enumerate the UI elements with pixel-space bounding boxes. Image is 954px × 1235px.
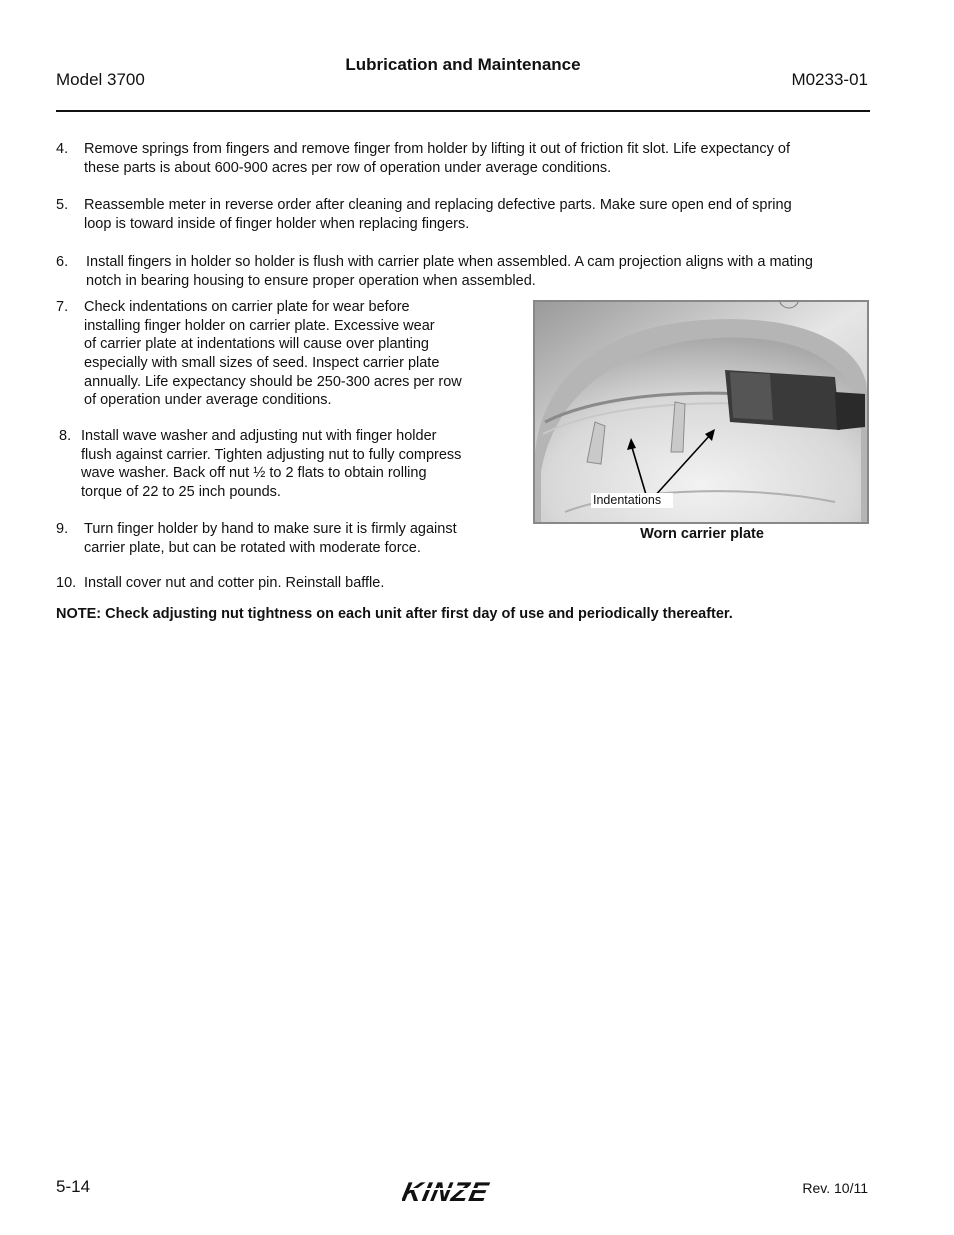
step-number: 8. (59, 428, 72, 444)
step-line: installing finger holder on carrier plate. Excessive wear (84, 318, 435, 334)
step-line: these parts is about 600-900 acres per row of operation under average conditions. (84, 160, 612, 176)
kinze-logo-mark (402, 1176, 524, 1206)
step-line: Turn finger holder by hand to make sure it is firmly against (84, 521, 457, 537)
step-line: of operation under average conditions. (84, 392, 332, 408)
step-line: wave washer. Back off nut ½ to 2 flats to obtain rolling (81, 465, 427, 481)
header-section-title: Lubrication and Maintenance (345, 55, 581, 74)
page-number: 5-14 (56, 1177, 91, 1196)
step-9 (56, 520, 516, 560)
step-line: Remove springs from fingers and remove finger from holder by lifting it out of friction fit slot. Life expectancy of (84, 141, 790, 157)
step-4 (56, 140, 876, 180)
svg-text:KINZE: KINZE (402, 1176, 492, 1206)
step-number: 7. (56, 299, 69, 315)
step-5 (56, 196, 876, 236)
step-line: Install wave washer and adjusting nut with finger holder (81, 428, 437, 444)
step-line: Reassemble meter in reverse order after cleaning and replacing defective parts. Make sure open end of spring (84, 197, 792, 213)
step-number: 6. (56, 254, 69, 270)
step-7 (56, 298, 516, 413)
step-line: annually. Life expectancy should be 250-300 acres per row (84, 374, 462, 390)
step-line: notch in bearing housing to ensure proper operation when assembled. (86, 273, 536, 289)
step-number: 4. (56, 141, 69, 157)
header-doc-number: M0233-01 (791, 70, 868, 89)
kinze-logo (402, 1176, 524, 1206)
step-6 (56, 253, 886, 293)
step-number: 10. (56, 575, 77, 591)
step-line: flush against carrier. Tighten adjusting nut to fully compress (81, 447, 462, 463)
revision-label: Rev. 10/11 (802, 1180, 868, 1196)
indentations-callout: Indentations (593, 493, 662, 507)
header-rule (56, 110, 870, 112)
step-number: 5. (56, 197, 69, 213)
step-line: Install fingers in holder so holder is flush with carrier plate when assembled. A cam projection aligns with a mating (86, 254, 813, 270)
step-number: 9. (56, 521, 69, 537)
step-line: carrier plate, but can be rotated with moderate force. (84, 540, 421, 556)
carrier-plate-illustration (535, 302, 867, 522)
step-line: Check indentations on carrier plate for wear before (84, 299, 410, 315)
note-text: NOTE: Check adjusting nut tightness on each unit after first day of use and periodically thereafter. (56, 606, 733, 622)
step-10 (56, 574, 516, 594)
worn-carrier-plate-photo (533, 300, 869, 524)
step-8 (59, 427, 519, 507)
step-line: torque of 22 to 25 inch pounds. (81, 484, 281, 500)
step-line: loop is toward inside of finger holder when replacing fingers. (84, 216, 470, 232)
step-line: Install cover nut and cotter pin. Reinstall baffle. (84, 575, 385, 591)
step-line: of carrier plate at indentations will cause over planting (84, 336, 429, 352)
figure-caption: Worn carrier plate (640, 526, 764, 542)
header-model: Model 3700 (56, 70, 145, 89)
step-line: especially with small sizes of seed. Inspect carrier plate (84, 355, 440, 371)
